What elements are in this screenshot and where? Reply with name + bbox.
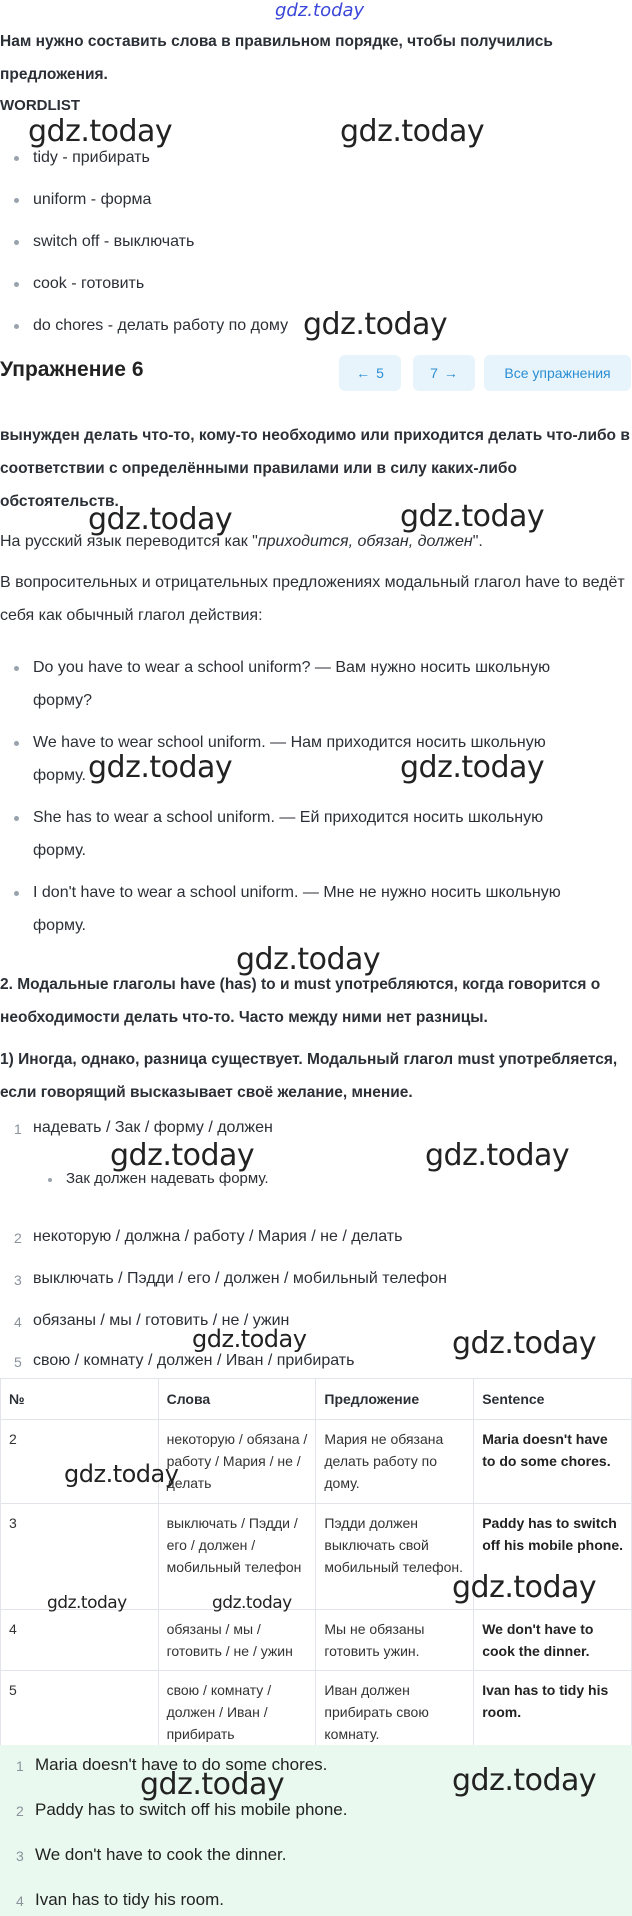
cell-russian: Мы не обязаны готовить ужин. (316, 1610, 474, 1671)
watermark: gdz.today (47, 1593, 127, 1613)
example-text: We have to wear school uniform. — Нам приходится носить школьную форму. (33, 734, 546, 784)
watermark: gdz.today (340, 114, 485, 149)
example-text: She has to wear a school uniform. — Ей приходится носить школьную форму. (33, 809, 544, 859)
watermark: gdz.today (303, 307, 448, 342)
answer-number: 4 (16, 1893, 24, 1909)
cell-number: 2 (1, 1420, 159, 1504)
task-text: выключать / Пэдди / его / должен / мобильный телефон (33, 1270, 447, 1287)
cell-number: 4 (1, 1610, 159, 1671)
cell-russian: Иван должен прибирать свою комнату. (316, 1671, 474, 1755)
watermark: gdz.today (236, 942, 381, 977)
cell-sentence: We don't have to cook the dinner. (474, 1610, 632, 1671)
prev-exercise-button[interactable] (339, 355, 401, 391)
theory-paragraph-4: 1) Иногда, однако, разница существует. Модальный глагол must употребляется, если говорящий высказывает своё желание, мнение. (0, 1051, 618, 1101)
bullet-icon (48, 1178, 52, 1182)
watermark: gdz.today (425, 1138, 570, 1173)
watermark: gdz.today (110, 1138, 255, 1173)
all-exercises-button[interactable]: Все упражнения (484, 355, 631, 391)
answer-text: Paddy has to switch off his mobile phone. (35, 1800, 348, 1819)
task-number: 5 (14, 1354, 22, 1370)
task-number: 3 (14, 1272, 22, 1288)
answer-text: Maria doesn't have to do some chores. (35, 1755, 328, 1774)
task-text: свою / комнату / должен / Иван / прибирать (33, 1352, 355, 1369)
cell-number: 5 (1, 1671, 159, 1755)
bullet-icon (14, 741, 19, 746)
watermark: gdz.today (452, 1570, 597, 1605)
task-number: 4 (14, 1314, 22, 1330)
answers-table (0, 1378, 632, 1755)
watermark: gdz.today (452, 1326, 597, 1361)
wordlist-item: cook - готовить (33, 275, 145, 292)
bullet-icon (14, 324, 19, 329)
table-header-row (1, 1379, 632, 1420)
task-number: 2 (14, 1230, 22, 1246)
arrow-right-icon: → (443, 365, 458, 381)
answer-text: Ivan has to tidy his room. (35, 1890, 224, 1909)
watermark: gdz.today (212, 1593, 292, 1613)
bullet-icon (14, 666, 19, 671)
arrow-left-icon: ← (356, 365, 371, 381)
theory-paragraph-2: В вопросительных и отрицательных предложениях модальный глагол have to ведёт себя как обычный глагол действия: (0, 574, 625, 624)
task-example-text: Зак должен надевать форму. (66, 1170, 269, 1187)
column-header: Слова (158, 1379, 316, 1420)
cell-sentence: Maria doesn't have to do some chores. (474, 1420, 632, 1504)
watermark: gdz.today (192, 1325, 307, 1353)
example-text: I don't have to wear a school uniform. — Мне не нужно носить школьную форму. (33, 884, 561, 934)
watermark: gdz.today (452, 1763, 597, 1798)
bullet-icon (14, 198, 19, 203)
next-exercise-button[interactable] (413, 355, 475, 391)
watermark: gdz.today (400, 499, 545, 534)
cell-sentence: Paddy has to switch off his mobile phone. (474, 1504, 632, 1610)
task-text: обязаны / мы / готовить / не / ужин (33, 1312, 290, 1329)
cell-russian: Пэдди должен выключать свой мобильный телефон. (316, 1504, 474, 1610)
column-header: Sentence (474, 1379, 632, 1420)
wordlist-item: uniform - форма (33, 191, 152, 208)
watermark: gdz.today (88, 750, 233, 785)
cell-words: некоторую / обязана / работу / Мария / не / делать (158, 1420, 316, 1504)
cell-russian: Мария не обязана делать работу по дому. (316, 1420, 474, 1504)
bullet-icon (14, 240, 19, 245)
wordlist-title: WORDLIST (0, 97, 80, 114)
wordlist-item: do chores - делать работу по дому (33, 317, 289, 334)
cell-words: свою / комнату / должен / Иван / прибирать (158, 1671, 316, 1755)
answer-text: We don't have to cook the dinner. (35, 1845, 287, 1864)
translation-suffix: ". (472, 533, 483, 550)
bullet-icon (14, 156, 19, 161)
theory-paragraph: вынужден делать что-то, кому-то необходимо или приходится делать что-либо в соответствии с определёнными правилами или в силу каких-либо обстоятельств. (0, 427, 630, 510)
task-text: некоторую / должна / работу / Мария / не / делать (33, 1228, 403, 1245)
bullet-icon (14, 891, 19, 896)
cell-sentence: Ivan has to tidy his room. (474, 1671, 632, 1755)
watermark: gdz.today (64, 1460, 179, 1488)
next-exercise-label: 7 (430, 365, 438, 381)
translation-prefix: На русский язык переводится как " (0, 533, 258, 550)
bullet-icon (14, 816, 19, 821)
column-header: Предложение (316, 1379, 474, 1420)
cell-words: обязаны / мы / готовить / не / ужин (158, 1610, 316, 1671)
prev-exercise-label: 5 (376, 365, 384, 381)
task-text: надевать / Зак / форму / должен (33, 1119, 273, 1136)
watermark: gdz.today (400, 750, 545, 785)
watermark: gdz.today (28, 114, 173, 149)
answer-number: 1 (16, 1758, 24, 1774)
table-row (1, 1671, 632, 1755)
bullet-icon (14, 282, 19, 287)
column-header: № (1, 1379, 159, 1420)
answer-number: 3 (16, 1848, 24, 1864)
watermark: gdz.today (88, 502, 233, 537)
translation-italic: приходится, обязан, должен (257, 533, 473, 550)
wordlist-item: switch off - выключать (33, 233, 195, 250)
answer-number: 2 (16, 1803, 24, 1819)
cell-words: выключать / Пэдди / его / должен / мобильный телефон (158, 1504, 316, 1610)
table-row (1, 1610, 632, 1671)
theory-paragraph-3: 2. Модальные глаголы have (has) to и must употребляются, когда говорится о необходимости делать что-то. Часто между ними нет разницы. (0, 976, 601, 1026)
wordlist-item: tidy - прибирать (33, 149, 150, 166)
site-logo[interactable]: gdz.today (275, 0, 365, 21)
watermark: gdz.today (140, 1767, 285, 1802)
example-text: Do you have to wear a school uniform? — Вам нужно носить школьную форму? (33, 659, 551, 709)
exercise-title: Упражнение 6 (0, 358, 144, 381)
cell-number: 3 (1, 1504, 159, 1610)
intro-text: Нам нужно составить слова в правильном порядке, чтобы получились предложения. (0, 33, 553, 83)
task-number: 1 (14, 1121, 22, 1137)
